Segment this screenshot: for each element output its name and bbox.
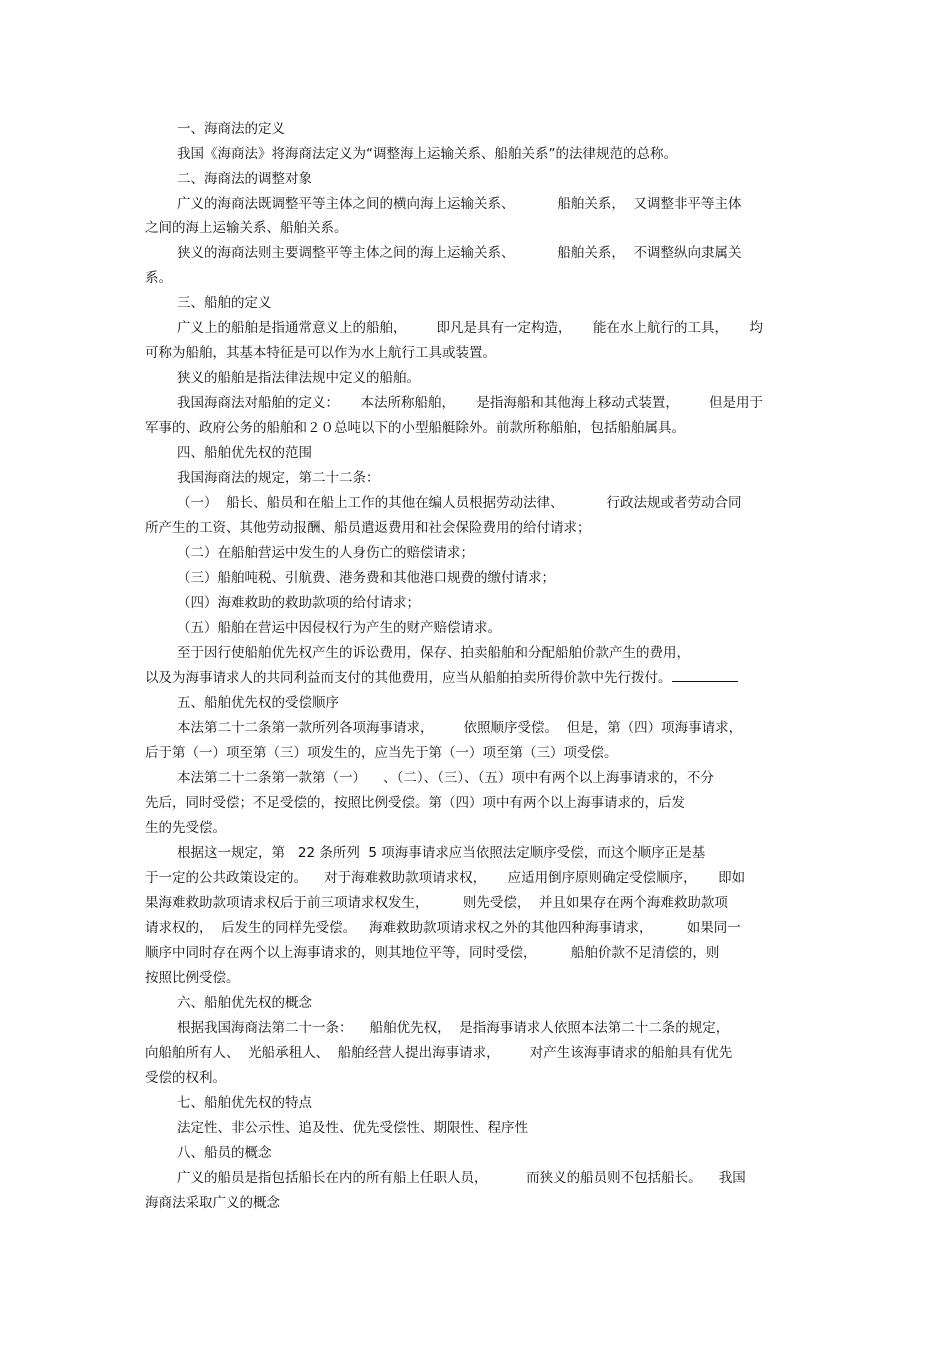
heading-5: 五、船舶优先权的受偿顺序	[177, 695, 339, 711]
text-line: 狭义的海商法则主要调整平等主体之间的海上运输关系、 船舶关系， 不调整纵向隶属关	[177, 245, 742, 261]
text-line: 本法第二十二条第一款第（一） 、（二）、（三）、（五）项中有两个以上海事请求的，不分	[177, 770, 714, 786]
list-item: （三）船舶吨税、引航费、港务费和其他港口规费的缴付请求；	[177, 570, 555, 586]
heading-7: 七、船舶优先权的特点	[177, 1095, 312, 1111]
text-line: 先后，同时受偿；不足受偿的，按照比例受偿。第（四）项中有两个以上海事请求的，后发	[145, 795, 685, 811]
text-line: 狭义的船舶是指法律法规中定义的船舶。	[177, 370, 420, 386]
heading-8: 八、船员的概念	[177, 1145, 272, 1161]
text-line: 我国海商法对船舶的定义： 本法所称船舶， 是指海船和其他海上移动式装置， 但是用于	[177, 395, 763, 411]
text-line: 广义的海商法既调整平等主体之间的横向海上运输关系、 船舶关系， 又调整非平等主体	[177, 196, 742, 212]
list-item: （四）海难救助的救助款项的给付请求；	[177, 595, 420, 611]
text-line: 法定性、非公示性、追及性、优先受偿性、期限性、程序性	[177, 1120, 528, 1136]
text-line: 军事的、政府公务的船舶和２０总吨以下的小型船艇除外。前款所称船舶，包括船舶属具。	[145, 420, 685, 436]
list-item: （一） 船长、船员和在船上工作的其他在编人员根据劳动法律、 行政法规或者劳动合同	[177, 495, 742, 511]
text-line: 根据我国海商法第二十一条： 船舶优先权， 是指海事请求人依照本法第二十二条的规定，	[177, 1020, 730, 1036]
text-line: 可称为船舶，其基本特征是可以作为水上航行工具或装置。	[145, 345, 496, 361]
text-line: 受偿的权利。	[145, 1070, 226, 1086]
text-line: 广义上的船舶是指通常意义上的船舶， 即凡是具有一定构造， 能在水上航行的工具， 均	[177, 320, 763, 336]
text-line: 向船舶所有人、 光船承租人、 船舶经营人提出海事请求， 对产生该海事请求的船舶具有优先	[145, 1045, 733, 1061]
text-line: 系。	[145, 270, 172, 286]
heading-3: 三、船舶的定义	[177, 295, 272, 311]
text-line: 海商法采取广义的概念	[145, 1195, 280, 1211]
text-line: 请求权的， 后发生的同样先受偿。 海难救助款项请求权之外的其他四种海事请求， 如果同一	[145, 920, 741, 936]
text-line: 后于第（一）项至第（三）项发生的，应当先于第（一）项至第（三）项受偿。	[145, 745, 618, 761]
text-line: 按照比例受偿。	[145, 970, 240, 986]
text-line: 所产生的工资、其他劳动报酬、船员遣返费用和社会保险费用的给付请求；	[145, 520, 591, 536]
text-line: 果海难救助款项请求权后于前三项请求权发生， 则先受偿， 并且如果存在两个海难救助款项	[145, 895, 728, 911]
underline-blank	[672, 670, 738, 682]
heading-2: 二、海商法的调整对象	[177, 171, 312, 187]
text-line: 顺序中同时存在两个以上海事请求的，则其地位平等，同时受偿， 船舶价款不足清偿的，则	[145, 945, 720, 961]
text-line: 根据这一规定，第 22 条所列 5 项海事请求应当依照法定顺序受偿，而这个顺序正是基	[177, 845, 706, 861]
list-item: （二）在船舶营运中发生的人身伤亡的赔偿请求；	[177, 545, 474, 561]
text-line: 广义的船员是指包括船长在内的所有船上任职人员， 而狭义的船员则不包括船长。 我国	[177, 1170, 746, 1186]
text-line: 生的先受偿。	[145, 820, 226, 836]
text-line: 于一定的公共政策设定的。 对于海难救助款项请求权， 应适用倒序原则确定受偿顺序， 即如	[145, 870, 746, 886]
text-line: 我国海商法的规定，第二十二条：	[177, 470, 380, 486]
heading-6: 六、船舶优先权的概念	[177, 995, 312, 1011]
heading-1: 一、海商法的定义	[177, 121, 285, 137]
text-line: 本法第二十二条第一款所列各项海事请求， 依照顺序受偿。 但是，第（四）项海事请求，	[177, 720, 743, 736]
text-line: 至于因行使船舶优先权产生的诉讼费用，保存、拍卖船舶和分配船舶价款产生的费用，	[177, 645, 690, 661]
list-item: （五）船舶在营运中因侵权行为产生的财产赔偿请求。	[177, 620, 501, 636]
heading-4: 四、船舶优先权的范围	[177, 445, 312, 461]
text-line-underlined	[145, 670, 738, 686]
text-line: 之间的海上运输关系、船舶关系。	[145, 220, 348, 236]
text-line: 我国《海商法》将海商法定义为“调整海上运输关系、船舶关系”的法律规范的总称。	[177, 146, 677, 162]
text-line: 以及为海事请求人的共同利益而支付的其他费用，应当从船舶拍卖所得价款中先行拨付。	[145, 670, 672, 686]
